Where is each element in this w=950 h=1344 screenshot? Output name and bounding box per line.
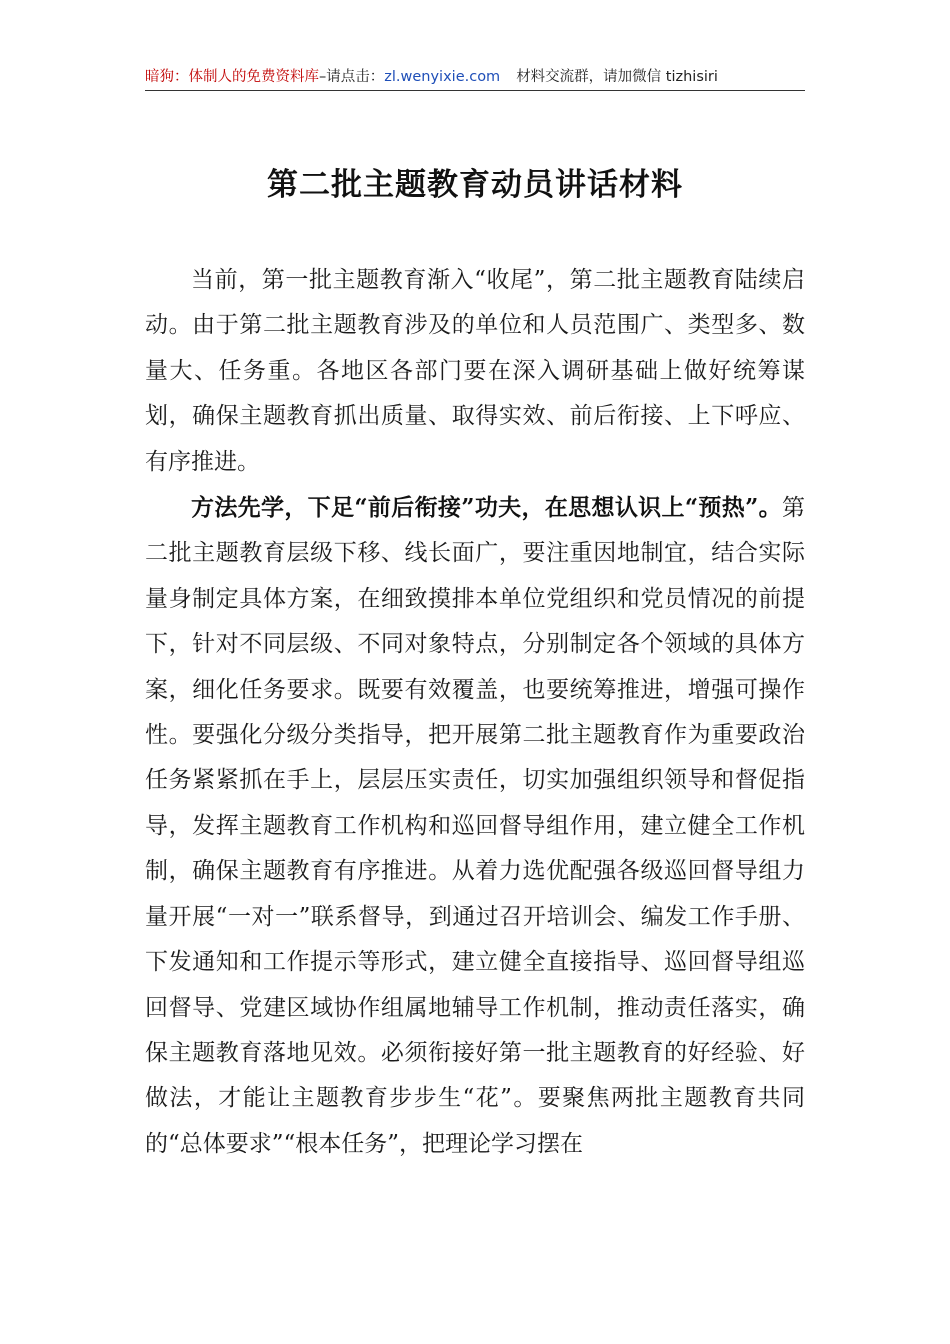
- header-brand: 暗狗：体制人的免费资料库: [145, 69, 319, 85]
- page-header: [145, 64, 805, 91]
- document-title: 第二批主题教育动员讲话材料: [267, 167, 683, 203]
- header-url-link[interactable]: zl.wenyixie.com: [384, 69, 501, 85]
- header-click-prompt: –请点击：: [319, 69, 385, 85]
- paragraph-2-text: 第二批主题教育层级下移、线长面广，要注重因地制宜，结合实际量身制定具体方案，在细致摸排本单位党组织和党员情况的前提下，针对不同层级、不同对象特点，分别制定各个领域的具体方案，细化任务要求。既要有效覆盖，也要统筹推进，增强可操作性。要强化分级分类指导，把开展第二批主题教育作为重要政治任务紧紧抓在手上，层层压实责任，切实加强组织领导和督促指导，发挥主题教育工作机构和巡回督导组作用，建立健全工作机制，确保主题教育有序推进。从着力选优配强各级巡回督导组力量开展“一对一”联系督导，到通过召开培训会、编发工作手册、下发通知和工作提示等形式，建立健全直接指导、巡回督导组巡回督导、党建区域协作组属地辅导工作机制，推动责任落实，确保主题教育落地见效。必须衔接好第一批主题教育的好经验、好做法，才能让主题教育步步生“花”。要聚焦两批主题教育共同的“总体要求”“根本任务”，把理论学习摆在: [145, 495, 805, 1157]
- document-body: [145, 257, 805, 1167]
- paragraph-1-text: 当前，第一批主题教育渐入“收尾”，第二批主题教育陆续启动。由于第二批主题教育涉及的单位和人员范围广、类型多、数量大、任务重。各地区各部门要在深入调研基础上做好统筹谋划，确保主题教育抓出质量、取得实效、前后衔接、上下呼应、有序推进。: [145, 267, 805, 475]
- paragraph-2: [145, 485, 805, 1167]
- paragraph-1: [145, 257, 805, 485]
- paragraph-2-lead: 方法先学，下足“前后衔接”功夫，在思想认识上“预热”。: [191, 494, 782, 522]
- header-group-text: 材料交流群，请加微信 tizhisiri: [516, 69, 718, 85]
